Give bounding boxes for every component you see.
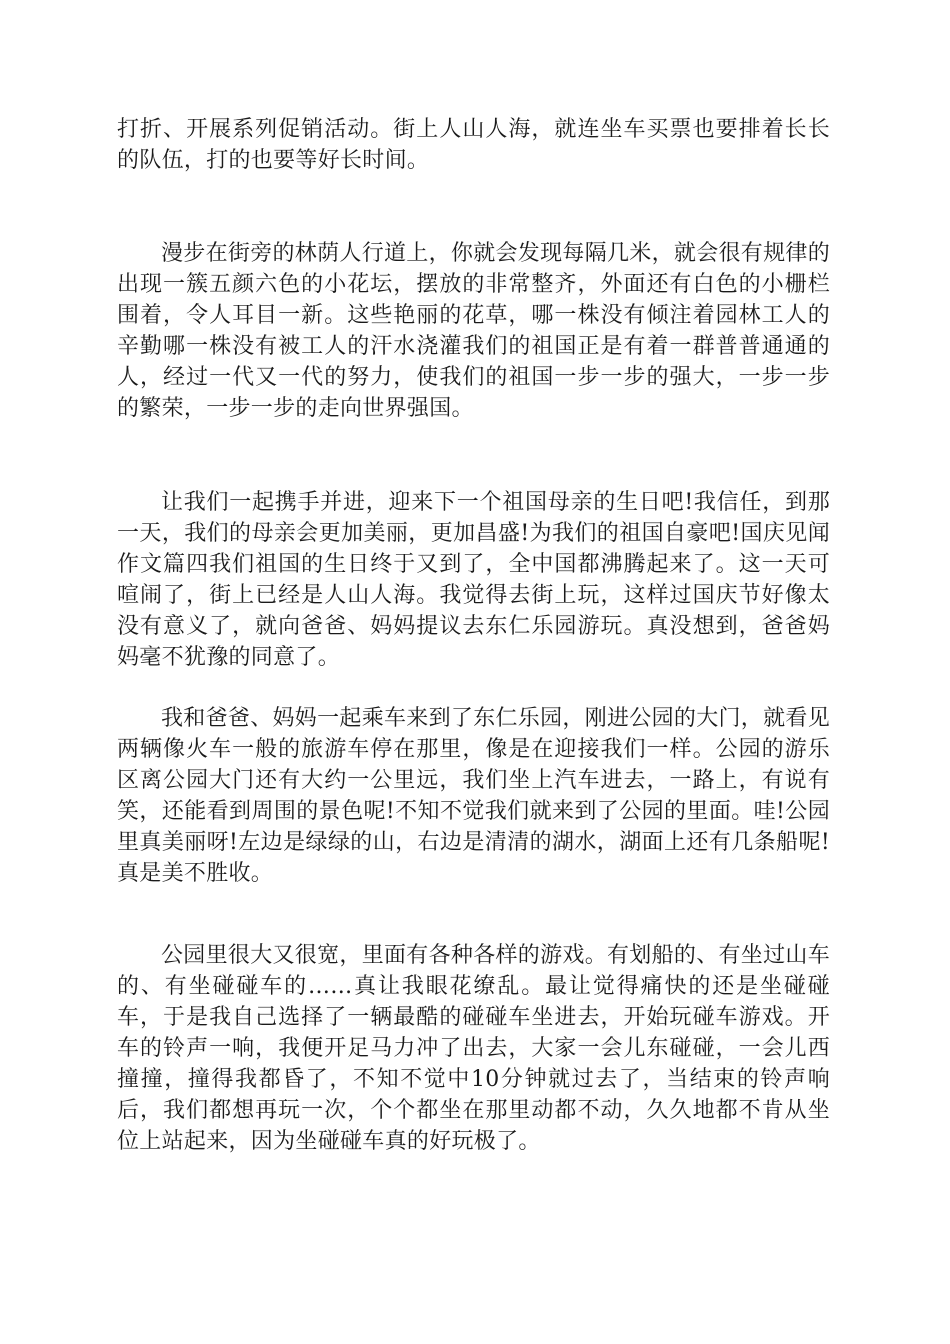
paragraph-continued: 打折、开展系列促销活动。街上人山人海，就连坐车买票也要排着长长的队伍，打的也要等好长时间。 bbox=[117, 117, 830, 173]
paragraph: 公园里很大又很宽，里面有各种各样的游戏。有划船的、有坐过山车的、有坐碰碰车的……真让我眼花缭乱。最让觉得痛快的还是坐碰碰车，于是我自己选择了一辆最酷的碰碰车坐进去，开始玩碰车游戏。开车的铃声一响，我便开足马力冲了出去，大家一会儿东碰碰，一会儿西撞撞，撞得我都昏了，不知不觉中10分钟就过去了，当结束的铃声响后，我们都想再玩一次，个个都坐在那里动都不动，久久地都不肯从坐位上站起来，因为坐碰碰车真的好玩极了。 bbox=[117, 943, 831, 1154]
paragraph: 让我们一起携手并进，迎来下一个祖国母亲的生日吧!我信任，到那一天，我们的母亲会更加美丽，更加昌盛!为我们的祖国自豪吧!国庆见闻作文篇四我们祖国的生日终于又到了，全中国都沸腾起来了。这一天可喧闹了，街上已经是人山人海。我觉得去街上玩，这样过国庆节好像太没有意义了，就向爸爸、妈妈提议去东仁乐园游玩。真没想到，爸爸妈妈毫不犹豫的同意了。 bbox=[117, 490, 830, 670]
paragraph: 漫步在街旁的林荫人行道上，你就会发现每隔几米，就会很有规律的出现一簇五颜六色的小花坛，摆放的非常整齐，外面还有白色的小栅栏围着，令人耳目一新。这些艳丽的花草，哪一株没有倾注着园林工人的辛勤哪一株没有被工人的汗水浇灌我们的祖国正是有着一群普普通通的人，经过一代又一代的努力，使我们的祖国一步一步的强大，一步一步的繁荣，一步一步的走向世界强国。 bbox=[117, 241, 831, 421]
paragraph: 我和爸爸、妈妈一起乘车来到了东仁乐园，刚进公园的大门，就看见两辆像火车一般的旅游车停在那里，像是在迎接我们一样。公园的游乐区离公园大门还有大约一公里远，我们坐上汽车进去，一路上，有说有笑，还能看到周围的景色呢!不知不觉我们就来到了公园的里面。哇!公园里真美丽呀!左边是绿绿的山，右边是清清的湖水，湖面上还有几条船呢!真是美不胜收。 bbox=[117, 706, 831, 886]
